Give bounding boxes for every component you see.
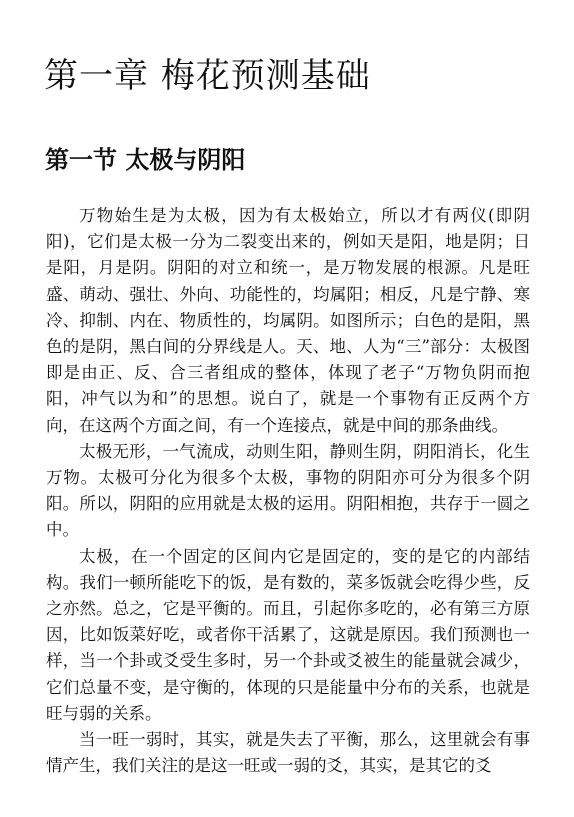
chapter-title: 第一章 梅花预测基础 [44,56,371,96]
paragraph-imbalance: 当一旺一弱时，其实，就是失去了平衡，那么，这里就会有事情产生，我们关注的是这一旺或一弱的爻，其实，是其它的爻 [46,730,530,776]
section-title: 第一节 太极与阴阳 [45,146,246,174]
paragraph-taiji-balance: 太极，在一个固定的区间内它是固定的，变的是它的内部结构。我们一顿所能吃下的饭，是有数的，菜多饭就会吃得少些，反之亦然。总之，它是平衡的。而且，引起你多吃的，必有第三方原因，比如饭菜好吃，或者你干活累了，这就是原因。我们预测也一样，当一个卦或爻受生多时，另一个卦或爻被生的能量就会减少，它们总量不变，是守衡的，体现的只是能量中分布的关系，也就是旺与弱的关系。 [46,546,530,723]
paragraph-taiji-origin: 万物始生是为太极，因为有太极始立，所以才有两仪(即阴阳)，它们是太极一分为二裂变出来的，例如天是阳，地是阴；日是阳，月是阴。阴阳的对立和统一，是万物发展的根源。凡是旺盛、萌动、强壮、外向、功能性的，均属阳；相反，凡是宁静、寒冷、抑制、内在、物质性的，均属阴。如图所示；白色的是阳，黑色的是阴，黑白间的分界线是人。天、地、人为“三”部分：太极图即是由正、反、合三者组成的整体，体现了老子“万物负阴而抱阳，冲气以为和”的思想。说白了，就是一个事物有正反两个方向，在这两个方面之间，有一个连接点，就是中间的那条曲线。 [46,206,530,435]
paragraph-taiji-formless: 太极无形，一气流成，动则生阳，静则生阴，阴阳消长，化生万物。太极可分化为很多个太极，事物的阴阳亦可分为很多个阴阳。所以，阴阳的应用就是太极的运用。阴阳相抱，共存于一圆之中。 [46,441,530,540]
body-text [46,203,530,779]
